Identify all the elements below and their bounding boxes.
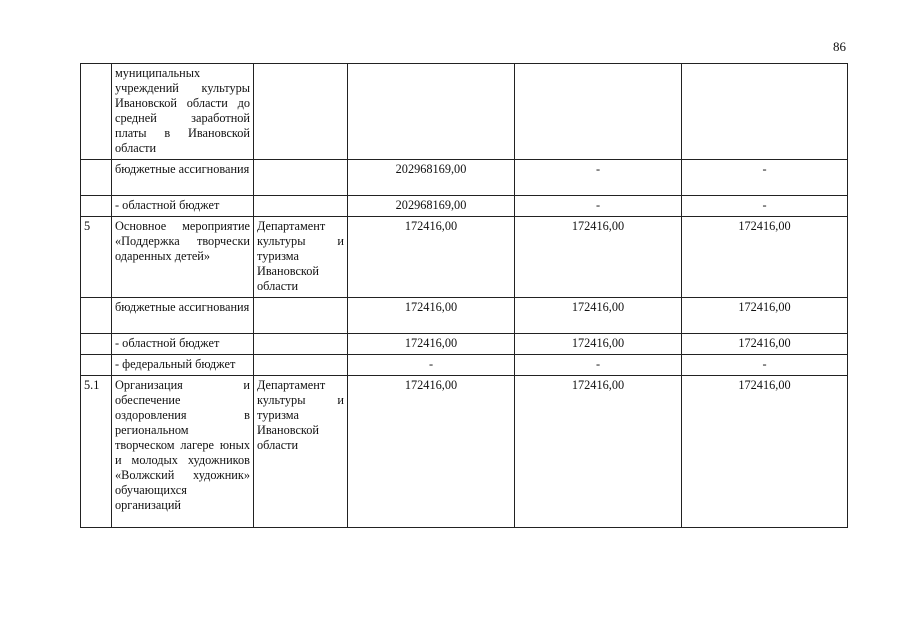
table-row (81, 217, 848, 298)
executor-cell (254, 298, 348, 334)
table-row (81, 196, 848, 217)
table-row (81, 355, 848, 376)
value-year3-cell: 172416,00 (682, 334, 848, 355)
row-number-cell (81, 196, 112, 217)
value-year1-cell: 172416,00 (348, 376, 515, 528)
executor-cell: Департамент культуры и туризма Ивановской области (254, 376, 348, 528)
row-number-cell: 5 (81, 217, 112, 298)
value-year2-cell: - (515, 355, 682, 376)
event-name-cell: - областной бюджет (112, 334, 254, 355)
value-year2-cell: 172416,00 (515, 298, 682, 334)
value-year2-cell (515, 64, 682, 160)
value-year3-cell: 172416,00 (682, 376, 848, 528)
row-number-cell: 5.1 (81, 376, 112, 528)
row-number-cell (81, 160, 112, 196)
executor-cell (254, 334, 348, 355)
value-year3-cell: - (682, 355, 848, 376)
table-row (81, 298, 848, 334)
event-name-cell: бюджетные ассигнования (112, 298, 254, 334)
value-year3-cell: - (682, 196, 848, 217)
page-number: 86 (833, 39, 846, 54)
value-year2-cell: - (515, 160, 682, 196)
value-year1-cell: 172416,00 (348, 334, 515, 355)
event-name-cell: - федеральный бюджет (112, 355, 254, 376)
event-name-cell: Организация и обеспечение оздоровления в региональном творческом лагере юных и молодых художников «Волжский художник» обучающихся организаций (112, 376, 254, 528)
value-year2-cell: - (515, 196, 682, 217)
executor-cell (254, 355, 348, 376)
row-number-cell (81, 64, 112, 160)
executor-cell: Департамент культуры и туризма Ивановской области (254, 217, 348, 298)
event-name-cell: бюджетные ассигнования (112, 160, 254, 196)
event-name-cell: - областной бюджет (112, 196, 254, 217)
value-year3-cell: 172416,00 (682, 217, 848, 298)
table-row (81, 64, 848, 160)
value-year1-cell: 172416,00 (348, 217, 515, 298)
executor-cell (254, 196, 348, 217)
executor-cell (254, 64, 348, 160)
row-number-cell (81, 298, 112, 334)
event-name-cell: Основное мероприятие «Поддержка творчески одаренных детей» (112, 217, 254, 298)
value-year2-cell: 172416,00 (515, 376, 682, 528)
value-year1-cell (348, 64, 515, 160)
table-row (81, 334, 848, 355)
value-year3-cell (682, 64, 848, 160)
value-year3-cell: 172416,00 (682, 298, 848, 334)
row-number-cell (81, 334, 112, 355)
value-year2-cell: 172416,00 (515, 217, 682, 298)
table-row (81, 160, 848, 196)
value-year2-cell: 172416,00 (515, 334, 682, 355)
event-name-cell: муниципальных учреждений культуры Ивановской области до средней заработной платы в Ивановской области (112, 64, 254, 160)
value-year1-cell: 202968169,00 (348, 196, 515, 217)
value-year1-cell: 202968169,00 (348, 160, 515, 196)
budget-table (80, 63, 848, 528)
value-year1-cell: - (348, 355, 515, 376)
value-year3-cell: - (682, 160, 848, 196)
value-year1-cell: 172416,00 (348, 298, 515, 334)
row-number-cell (81, 355, 112, 376)
table-row (81, 376, 848, 528)
executor-cell (254, 160, 348, 196)
